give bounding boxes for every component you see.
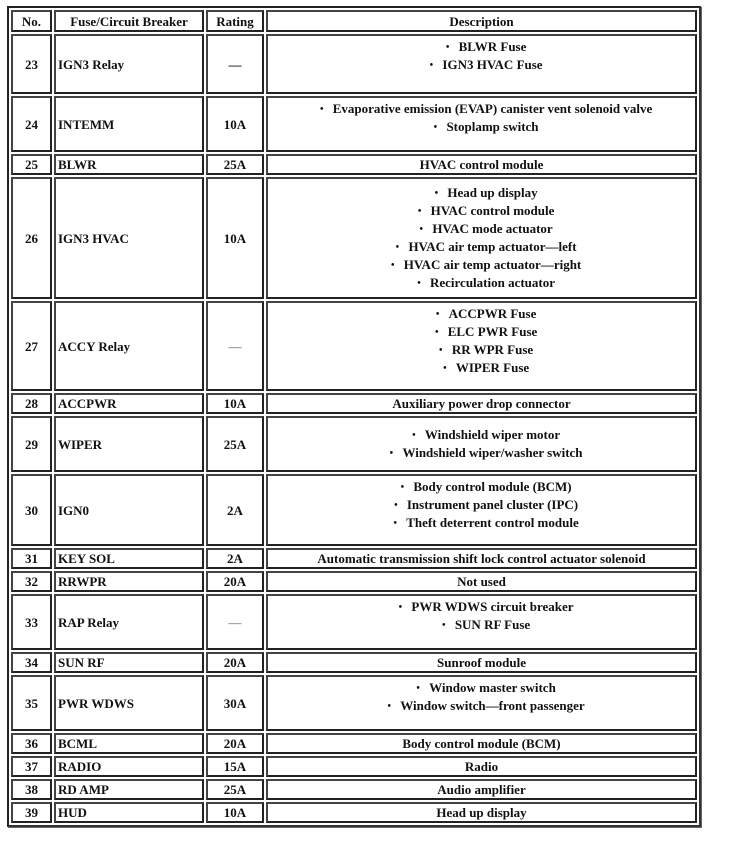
description-list — [270, 679, 693, 715]
bullet-icon: • — [412, 430, 416, 441]
table-row — [11, 416, 697, 472]
description-list — [270, 305, 693, 377]
fuse-table — [9, 8, 699, 825]
fuse-rating: 10A — [206, 177, 264, 299]
description-list-item — [270, 496, 693, 514]
fuse-name: IGN3 Relay — [54, 34, 204, 94]
fuse-number: 32 — [11, 571, 52, 592]
bullet-icon: • — [416, 683, 420, 694]
fuse-rating: 30A — [206, 675, 264, 731]
description-list — [270, 100, 693, 136]
description-list-item — [270, 100, 693, 118]
description-text: WIPER Fuse — [455, 360, 530, 375]
description-text: HVAC air temp actuator—left — [408, 239, 577, 254]
fuse-number: 34 — [11, 652, 52, 673]
fuse-rating: 25A — [206, 779, 264, 800]
fuse-rating: — — [206, 34, 264, 94]
fuse-rating: 10A — [206, 802, 264, 823]
fuse-description — [266, 177, 697, 299]
fuse-rating: 25A — [206, 154, 264, 175]
fuse-rating: — — [206, 301, 264, 391]
fuse-description: Radio — [266, 756, 697, 777]
fuse-number: 25 — [11, 154, 52, 175]
fuse-name: SUN RF — [54, 652, 204, 673]
bullet-icon: • — [434, 327, 439, 338]
fuse-number: 35 — [11, 675, 52, 731]
table-row — [11, 96, 697, 152]
description-text: ELC PWR Fuse — [447, 324, 538, 339]
fuse-number: 23 — [11, 34, 52, 94]
bullet-icon: • — [443, 363, 447, 374]
fuse-number: 28 — [11, 393, 52, 414]
description-list-item — [270, 341, 693, 359]
fuse-description — [266, 474, 697, 546]
fuse-name: RADIO — [54, 756, 204, 777]
table-row — [11, 675, 697, 731]
description-text: Evaporative emission (EVAP) canister vent solenoid valve — [332, 101, 653, 116]
fuse-number: 29 — [11, 416, 52, 472]
fuse-description — [266, 301, 697, 391]
bullet-icon: • — [434, 188, 439, 199]
description-text: Windshield wiper motor — [424, 427, 561, 442]
fuse-rating: — — [206, 594, 264, 650]
description-list-item — [270, 305, 693, 323]
description-list — [270, 598, 693, 634]
description-list-item — [270, 697, 693, 715]
description-text: BLWR Fuse — [458, 39, 527, 54]
description-list-item — [270, 426, 693, 444]
fuse-name: INTEMM — [54, 96, 204, 152]
bullet-icon: • — [389, 448, 394, 459]
description-text: HVAC air temp actuator—right — [403, 257, 582, 272]
fuse-name: IGN0 — [54, 474, 204, 546]
description-list-item — [270, 256, 693, 274]
table-row — [11, 154, 697, 175]
bullet-icon: • — [398, 602, 403, 613]
fuse-description: Not used — [266, 571, 697, 592]
bullet-icon: • — [393, 518, 398, 529]
fuse-rating: 10A — [206, 96, 264, 152]
description-list-item — [270, 444, 693, 462]
fuse-name: RD AMP — [54, 779, 204, 800]
fuse-name: RAP Relay — [54, 594, 204, 650]
table-row — [11, 34, 697, 94]
fuse-name: BLWR — [54, 154, 204, 175]
table-row — [11, 756, 697, 777]
fuse-name: RRWPR — [54, 571, 204, 592]
description-text: HVAC mode actuator — [432, 221, 553, 236]
fuse-rating: 15A — [206, 756, 264, 777]
fuse-rating: 2A — [206, 548, 264, 569]
fuse-number: 37 — [11, 756, 52, 777]
header-no: No. — [11, 10, 52, 32]
fuse-number: 30 — [11, 474, 52, 546]
fuse-number: 36 — [11, 733, 52, 754]
description-list-item — [270, 679, 693, 697]
fuse-name: BCML — [54, 733, 204, 754]
fuse-description: HVAC control module — [266, 154, 697, 175]
fuse-rating: 2A — [206, 474, 264, 546]
table-row — [11, 571, 697, 592]
description-list-item — [270, 616, 693, 634]
fuse-description: Body control module (BCM) — [266, 733, 697, 754]
table-row — [11, 548, 697, 569]
fuse-description: Automatic transmission shift lock control actuator solenoid — [266, 548, 697, 569]
description-text: HVAC control module — [430, 203, 555, 218]
fuse-name: KEY SOL — [54, 548, 204, 569]
description-list-item — [270, 56, 693, 74]
bullet-icon: • — [390, 260, 395, 271]
description-list-item — [270, 184, 693, 202]
fuse-description: Audio amplifier — [266, 779, 697, 800]
fuse-rating: 20A — [206, 733, 264, 754]
description-list-item — [270, 202, 693, 220]
table-row — [11, 779, 697, 800]
description-list-item — [270, 274, 693, 292]
fuse-name: HUD — [54, 802, 204, 823]
fuse-description: Head up display — [266, 802, 697, 823]
fuse-description — [266, 675, 697, 731]
fuse-number: 39 — [11, 802, 52, 823]
bullet-icon: • — [320, 104, 324, 115]
fuse-description — [266, 96, 697, 152]
table-header-row — [11, 10, 697, 32]
table-row — [11, 802, 697, 823]
description-list — [270, 478, 693, 532]
fuse-name: ACCY Relay — [54, 301, 204, 391]
bullet-icon: • — [445, 42, 450, 53]
fuse-name: PWR WDWS — [54, 675, 204, 731]
description-text: SUN RF Fuse — [454, 617, 531, 632]
fuse-description: Sunroof module — [266, 652, 697, 673]
fuse-table-frame — [7, 6, 701, 827]
header-fuse: Fuse/Circuit Breaker — [54, 10, 204, 32]
bullet-icon: • — [439, 345, 443, 356]
description-text: PWR WDWS circuit breaker — [411, 599, 574, 614]
fuse-name: ACCPWR — [54, 393, 204, 414]
table-row — [11, 594, 697, 650]
fuse-number: 24 — [11, 96, 52, 152]
description-list — [270, 426, 693, 462]
description-list-item — [270, 478, 693, 496]
bullet-icon: • — [433, 122, 438, 133]
fuse-number: 26 — [11, 177, 52, 299]
table-row — [11, 652, 697, 673]
description-text: ACCPWR Fuse — [448, 306, 537, 321]
fuse-description — [266, 416, 697, 472]
bullet-icon: • — [400, 482, 405, 493]
description-text: Head up display — [447, 185, 538, 200]
description-list-item — [270, 38, 693, 56]
bullet-icon: • — [429, 60, 434, 71]
header-rating: Rating — [206, 10, 264, 32]
table-row — [11, 733, 697, 754]
table-row — [11, 393, 697, 414]
table-body — [11, 34, 697, 823]
fuse-description — [266, 34, 697, 94]
description-text: Window switch—front passenger — [400, 698, 585, 713]
bullet-icon: • — [435, 309, 440, 320]
description-list-item — [270, 220, 693, 238]
fuse-description — [266, 594, 697, 650]
table-row — [11, 301, 697, 391]
fuse-number: 33 — [11, 594, 52, 650]
fuse-rating: 20A — [206, 652, 264, 673]
description-list-item — [270, 238, 693, 256]
bullet-icon: • — [417, 278, 421, 289]
bullet-icon: • — [387, 701, 392, 712]
description-text: Instrument panel cluster (IPC) — [406, 497, 579, 512]
fuse-number: 27 — [11, 301, 52, 391]
bullet-icon: • — [394, 500, 398, 511]
description-text: IGN3 HVAC Fuse — [442, 57, 543, 72]
description-list-item — [270, 598, 693, 616]
table-row — [11, 474, 697, 546]
description-text: Body control module (BCM) — [413, 479, 572, 494]
description-list-item — [270, 118, 693, 136]
fuse-rating: 25A — [206, 416, 264, 472]
bullet-icon: • — [395, 242, 400, 253]
description-text: Stoplamp switch — [446, 119, 539, 134]
header-description: Description — [266, 10, 697, 32]
description-text: Windshield wiper/washer switch — [402, 445, 583, 460]
fuse-description: Auxiliary power drop connector — [266, 393, 697, 414]
description-text: Recirculation actuator — [429, 275, 556, 290]
table-row — [11, 177, 697, 299]
description-text: RR WPR Fuse — [451, 342, 534, 357]
description-list — [270, 38, 693, 74]
fuse-name: WIPER — [54, 416, 204, 472]
bullet-icon: • — [442, 620, 446, 631]
description-list-item — [270, 323, 693, 341]
fuse-number: 38 — [11, 779, 52, 800]
fuse-name: IGN3 HVAC — [54, 177, 204, 299]
bullet-icon: • — [419, 224, 424, 235]
bullet-icon: • — [417, 206, 422, 217]
fuse-rating: 20A — [206, 571, 264, 592]
fuse-number: 31 — [11, 548, 52, 569]
fuse-rating: 10A — [206, 393, 264, 414]
description-list — [270, 184, 693, 292]
description-list-item — [270, 359, 693, 377]
description-list-item — [270, 514, 693, 532]
description-text: Window master switch — [429, 680, 556, 695]
description-text: Theft deterrent control module — [406, 515, 579, 530]
